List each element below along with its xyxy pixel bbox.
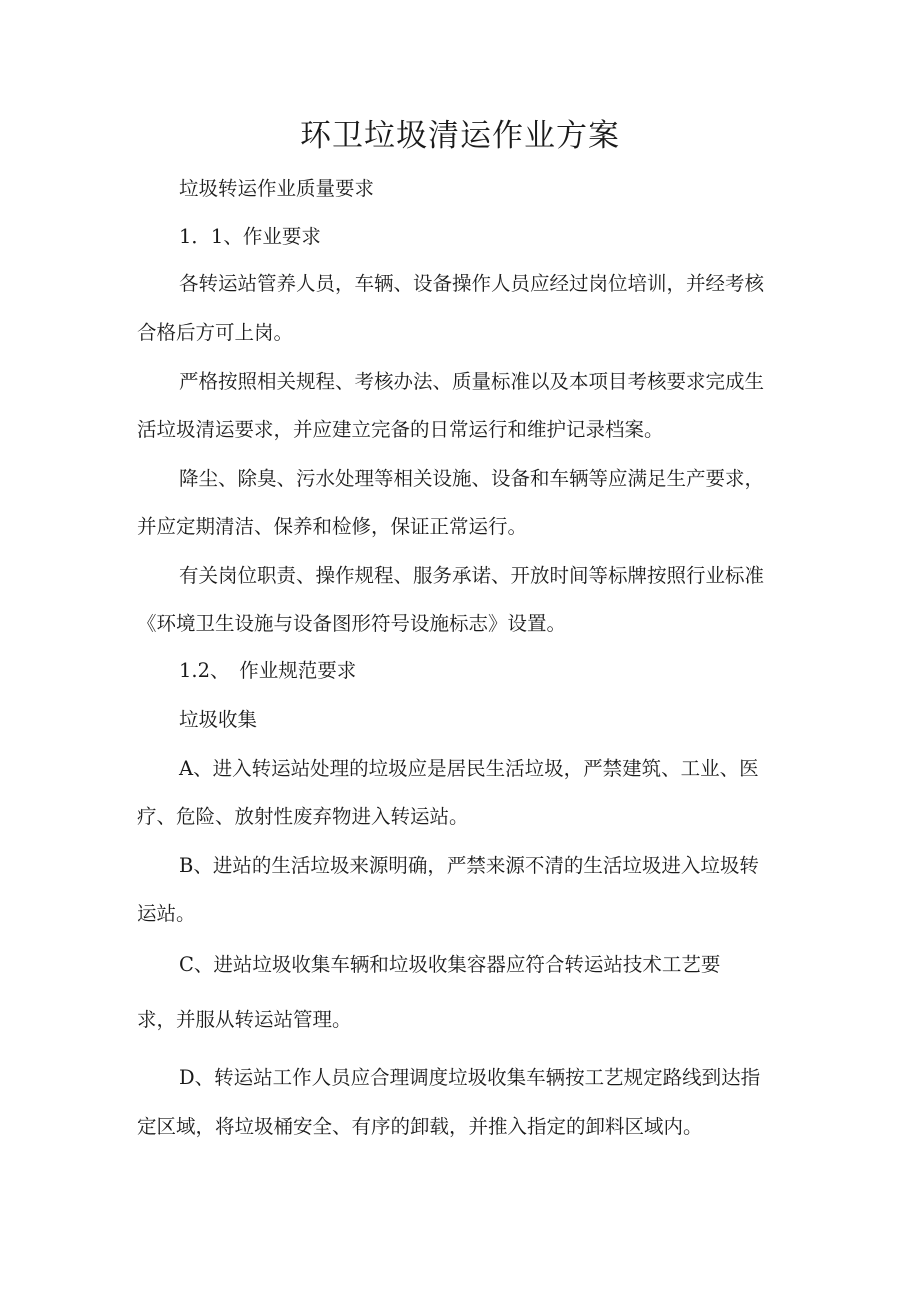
paragraph-line: C、进站垃圾收集车辆和垃圾收集容器应符合转运站技术工艺要 — [179, 953, 721, 976]
paragraph-line: 合格后方可上岗。 — [137, 321, 294, 344]
section-heading: 垃圾收集 — [179, 708, 258, 731]
paragraph-line: 求，并服从转运站管理。 — [137, 1008, 352, 1031]
paragraph-line: 各转运站管养人员，车辆、设备操作人员应经过岗位培训，并经考核 — [179, 272, 765, 295]
paragraph-line: 定区域，将垃圾桶安全、有序的卸载，并推入指定的卸料区域内。 — [137, 1115, 703, 1138]
paragraph-line: 《环境卫生设施与设备图形符号设施标志》设置。 — [137, 612, 567, 635]
section-heading: 垃圾转运作业质量要求 — [179, 177, 375, 200]
paragraph-line: 降尘、除臭、污水处理等相关设施、设备和车辆等应满足生产要求， — [179, 467, 765, 490]
subsection-heading: 1.2、 作业规范要求 — [179, 659, 357, 682]
paragraph-line: 疗、危险、放射性废弃物进入转运站。 — [137, 805, 469, 828]
subsection-heading: 1．1、作业要求 — [179, 225, 321, 248]
paragraph-line: 活垃圾清运要求，并应建立完备的日常运行和维护记录档案。 — [137, 418, 664, 441]
paragraph-line: B、进站的生活垃圾来源明确，严禁来源不清的生活垃圾进入垃圾转 — [179, 854, 759, 877]
paragraph-line: 运站。 — [137, 902, 196, 925]
paragraph-line: 并应定期清洁、保养和检修，保证正常运行。 — [137, 515, 528, 538]
paragraph-line: A、进入转运站处理的垃圾应是居民生活垃圾，严禁建筑、工业、医 — [179, 757, 759, 780]
paragraph-line: D、转运站工作人员应合理调度垃圾收集车辆按工艺规定路线到达指 — [179, 1066, 761, 1089]
paragraph-line: 严格按照相关规程、考核办法、质量标准以及本项目考核要求完成生 — [179, 370, 765, 393]
paragraph-line: 有关岗位职责、操作规程、服务承诺、开放时间等标牌按照行业标准 — [179, 564, 765, 587]
document-title: 环卫垃圾清运作业方案 — [300, 118, 620, 154]
